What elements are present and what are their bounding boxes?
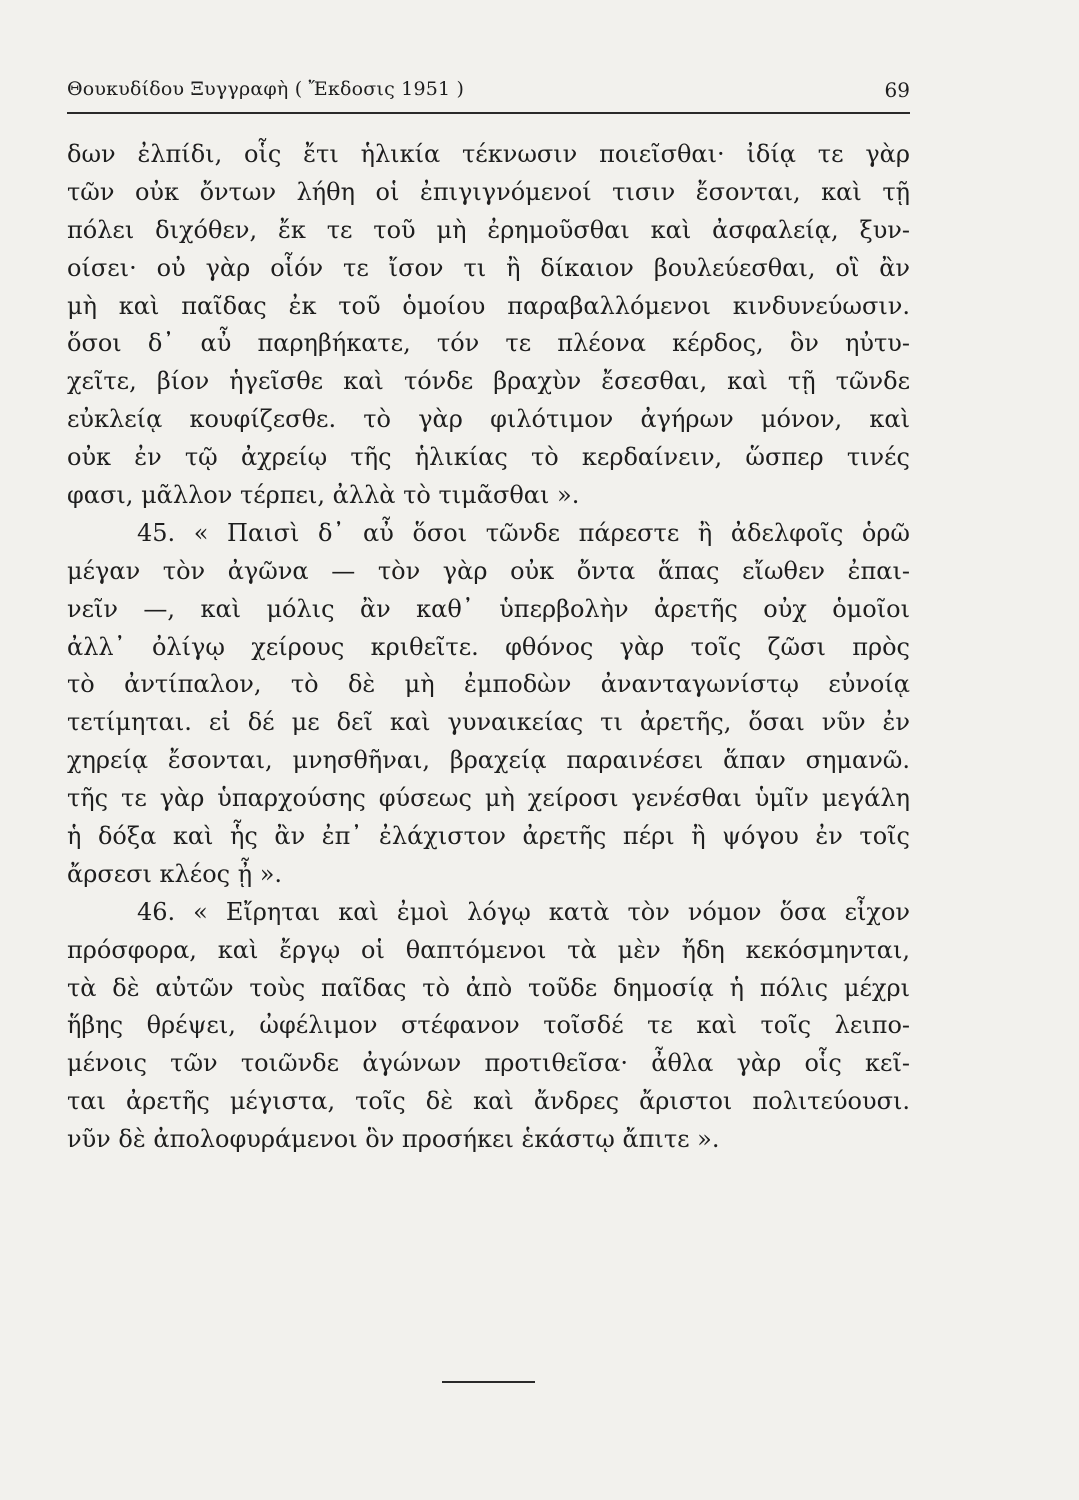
text-line: ἡ δόξα καὶ ἧς ἂν ἐπ᾽ ἐλάχιστον ἀρετῆς πέρι ἢ ψόγου ἐν τοῖς <box>67 822 910 851</box>
text-line: μὴ καὶ παῖδας ἐκ τοῦ ὁμοίου παραβαλλόμενοι κινδυνεύωσιν. <box>67 291 910 320</box>
text-line: ται ἀρετῆς μέγιστα, τοῖς δὲ καὶ ἄνδρες ἄριστοι πολιτεύουσι. <box>67 1087 910 1116</box>
text-line: ὅσοι δ᾽ αὖ παρηβήκατε, τόν τε πλέονα κέρδος, ὃν ηὐτυ- <box>67 329 910 358</box>
text-line: τῶν οὐκ ὄντων λήθη οἱ ἐπιγιγνόμενοί τισιν ἔσονται, καὶ τῇ <box>67 177 910 206</box>
text-line: τὸ ἀντίπαλον, τὸ δὲ μὴ ἐμποδὼν ἀνανταγωνίστῳ εὐνοίᾳ <box>67 670 910 699</box>
text-line: πόλει διχόθεν, ἔκ τε τοῦ μὴ ἐρημοῦσθαι καὶ ἀσφαλείᾳ, ξυν- <box>67 215 910 244</box>
text-line: νεῖν —, καὶ μόλις ἂν καθ᾽ ὑπερβολὴν ἀρετῆς οὐχ ὁμοῖοι <box>67 594 910 623</box>
text-line: χεῖτε, βίον ἡγεῖσθε καὶ τόνδε βραχὺν ἔσεσθαι, καὶ τῇ τῶνδε <box>67 367 910 396</box>
closing-rule <box>442 1381 535 1383</box>
running-head <box>67 76 910 106</box>
text-line: τετίμηται. εἰ δέ με δεῖ καὶ γυναικείας τι ἀρετῆς, ὅσαι νῦν ἐν <box>67 708 910 737</box>
body-text <box>67 136 910 1159</box>
text-line: οὐκ ἐν τῷ ἀχρείῳ τῆς ἡλικίας τὸ κερδαίνειν, ὥσπερ τινές <box>67 443 910 472</box>
text-line: τῆς τε γὰρ ὑπαρχούσης φύσεως μὴ χείροσι γενέσθαι ὑμῖν μεγάλη <box>67 784 910 813</box>
text-line: εὐκλείᾳ κουφίζεσθε. τὸ γὰρ φιλότιμον ἀγήρων μόνον, καὶ <box>67 405 910 434</box>
running-title: Θουκυδίδου Ξυγγραφὴ ( Ἔκδοσις 1951 ) <box>67 78 465 100</box>
text-line: μένοις τῶν τοιῶνδε ἀγώνων προτιθεῖσα· ἆθλα γὰρ οἷς κεῖ- <box>67 1049 910 1078</box>
text-line: δων ἐλπίδι, οἷς ἔτι ἡλικία τέκνωσιν ποιεῖσθαι· ἰδίᾳ τε γὰρ <box>67 140 910 168</box>
text-line: ἀλλ᾽ ὀλίγῳ χείρους κριθεῖτε. φθόνος γὰρ τοῖς ζῶσι πρὸς <box>67 632 910 661</box>
text-line: ἄρσεσι κλέος ᾖ ». <box>67 859 283 888</box>
text-line: τὰ δὲ αὐτῶν τοὺς παῖδας τὸ ἀπὸ τοῦδε δημοσίᾳ ἡ πόλις μέχρι <box>67 973 910 1002</box>
paragraph-section-45 <box>67 515 910 894</box>
text-line: νῦν δὲ ἀπολοφυράμενοι ὃν προσήκει ἑκάστῳ ἄπιτε ». <box>67 1125 720 1154</box>
text-line: μέγαν τὸν ἀγῶνα — τὸν γὰρ οὐκ ὄντα ἅπας εἴωθεν ἐπαι- <box>67 556 910 585</box>
text-line: φασι, μᾶλλον τέρπει, ἀλλὰ τὸ τιμᾶσθαι ». <box>67 481 580 510</box>
text-line: πρόσφορα, καὶ ἔργῳ οἱ θαπτόμενοι τὰ μὲν ἤδη κεκόσμηνται, <box>67 935 910 964</box>
text-line: 45. « Παισὶ δ᾽ αὖ ὅσοι τῶνδε πάρεστε ἢ ἀδελφοῖς ὁρῶ <box>137 518 910 547</box>
header-rule <box>67 112 910 114</box>
page-number: 69 <box>884 78 910 102</box>
paragraph-continuation <box>67 136 910 515</box>
paragraph-section-46 <box>67 894 910 1159</box>
text-line: 46. « Εἴρηται καὶ ἐμοὶ λόγῳ κατὰ τὸν νόμον ὅσα εἶχον <box>137 897 910 926</box>
text-line: χηρείᾳ ἔσονται, μνησθῆναι, βραχείᾳ παραινέσει ἅπαν σημανῶ. <box>67 746 910 775</box>
text-line: ἥβης θρέψει, ὠφέλιμον στέφανον τοῖσδέ τε καὶ τοῖς λειπο- <box>67 1011 910 1040</box>
text-line: οίσει· οὐ γὰρ οἷόν τε ἴσον τι ἢ δίκαιον βουλεύεσθαι, οἳ ἂν <box>67 253 910 282</box>
